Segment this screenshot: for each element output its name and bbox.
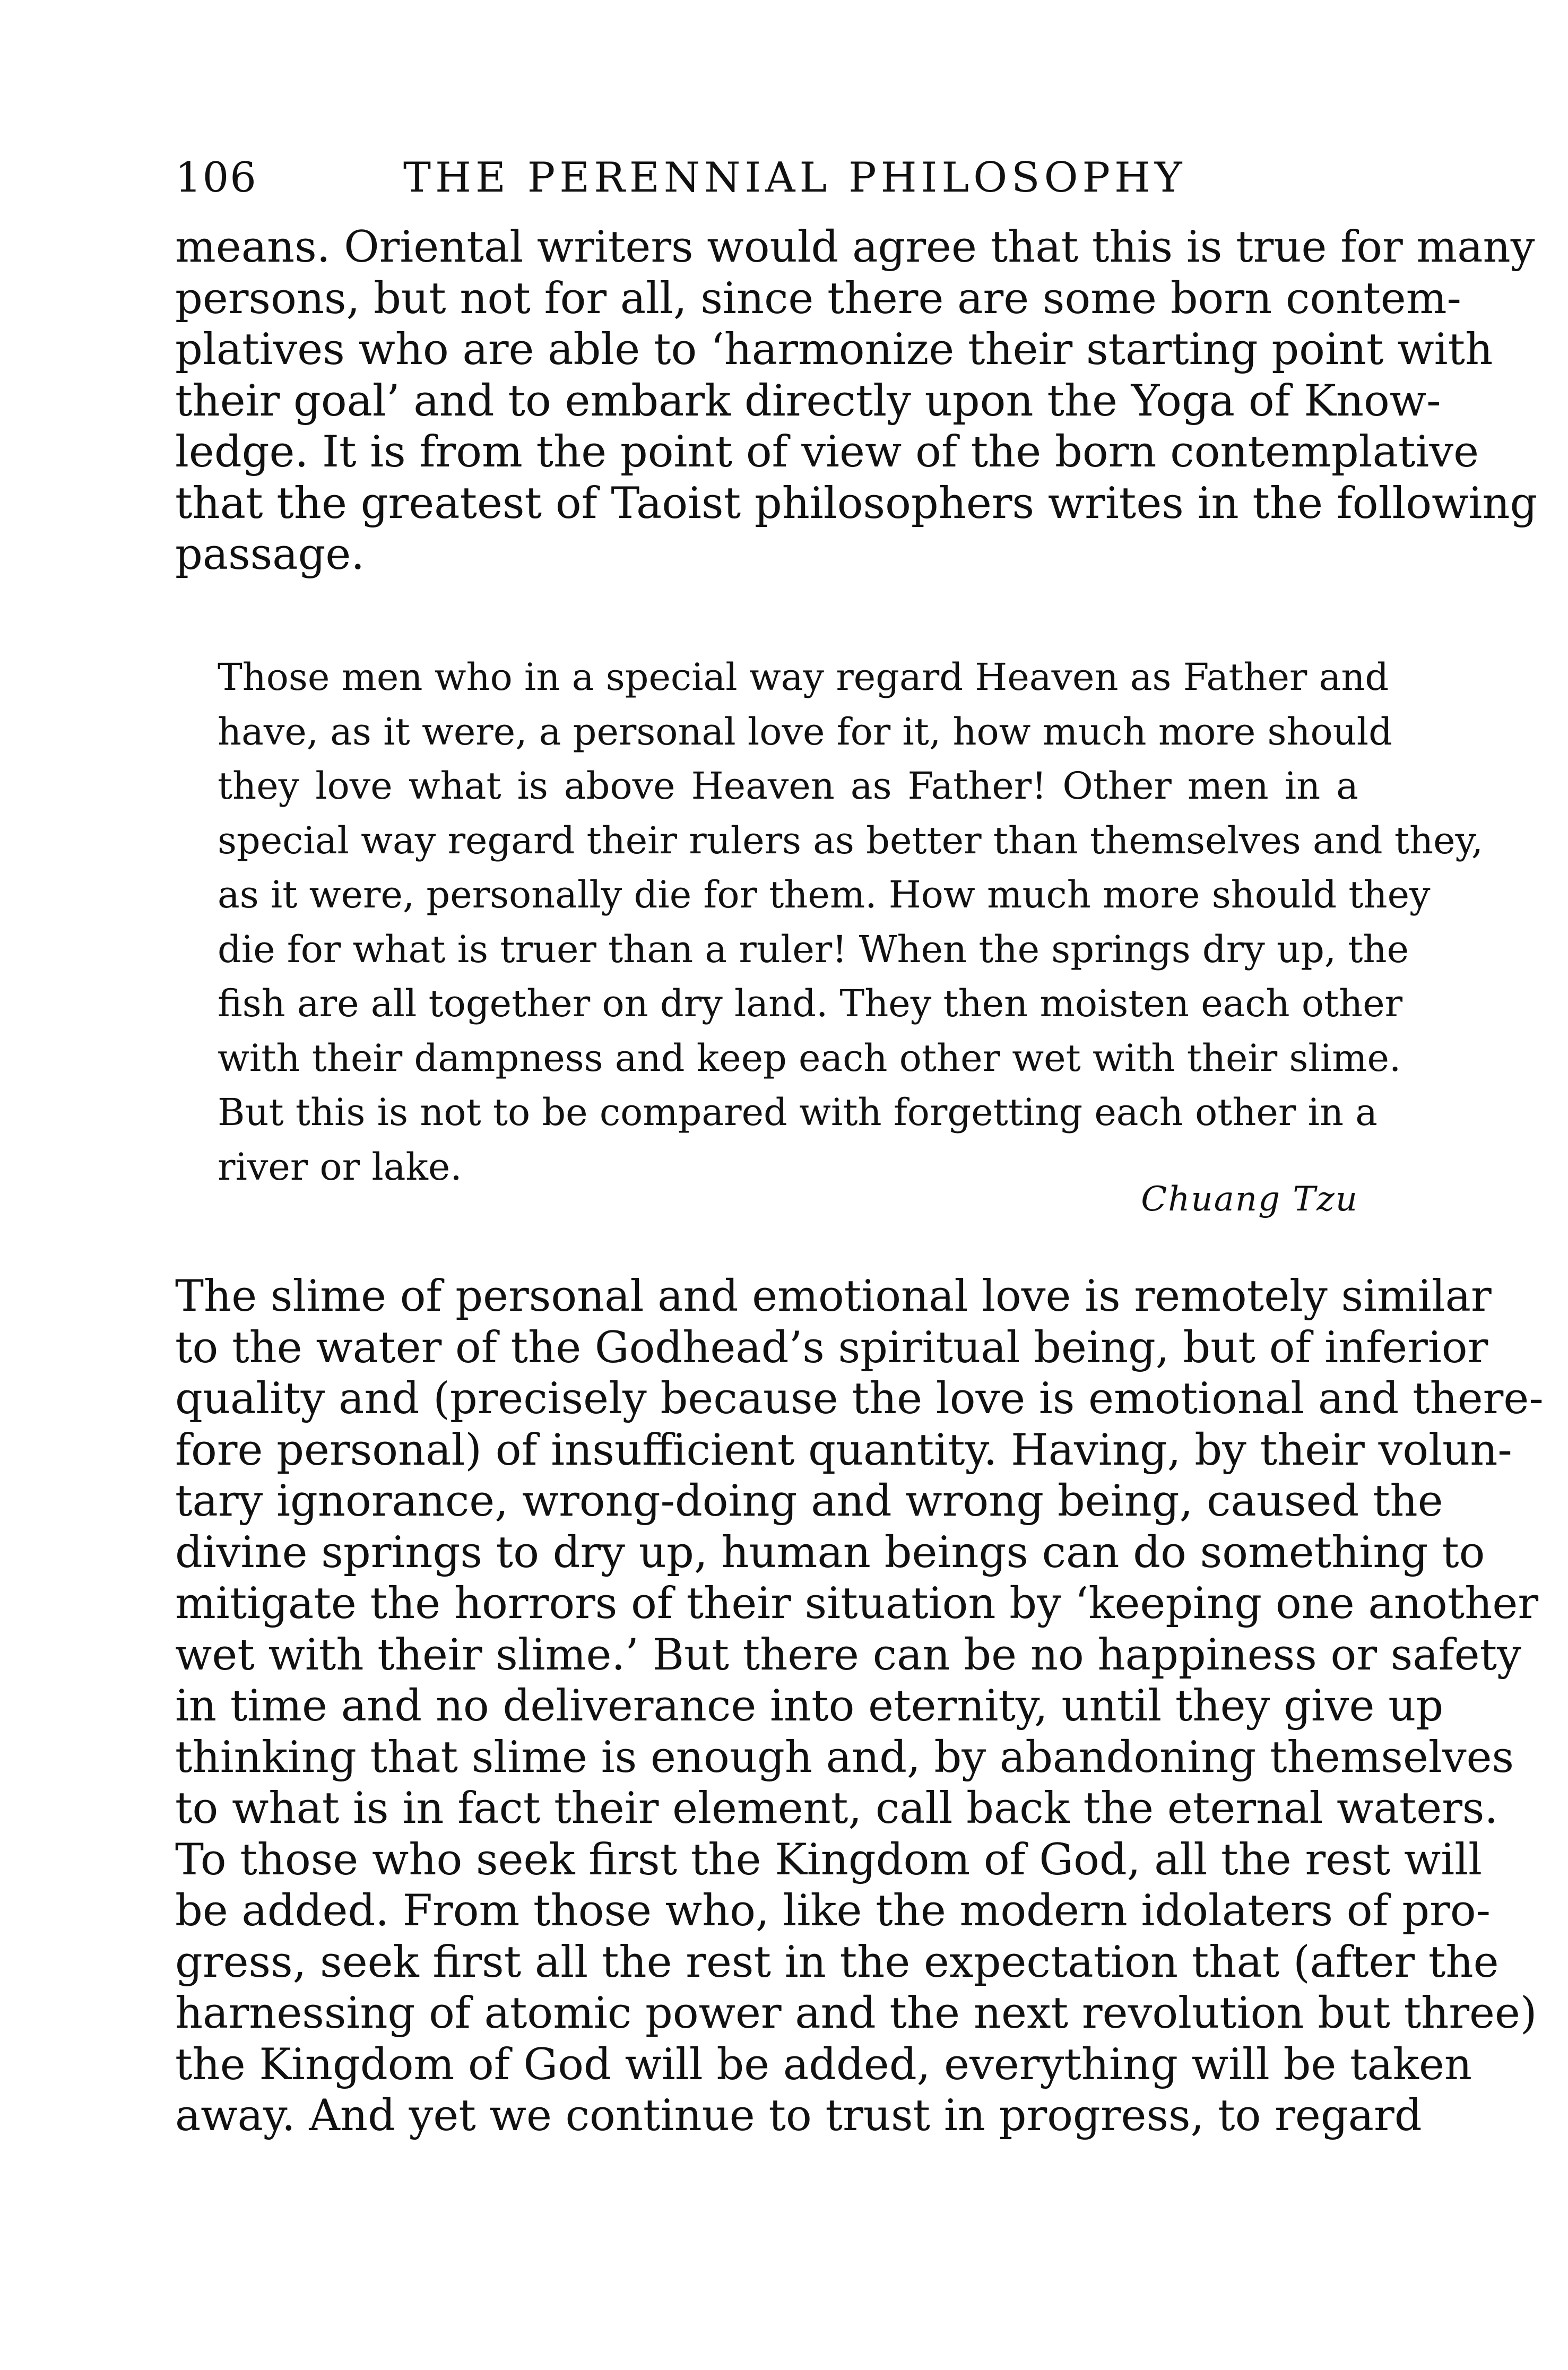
text-line: be added. From those who, like the modern idolaters of pro- xyxy=(175,1886,1491,1936)
quote-line: as it were, personally die for them. How much more should they xyxy=(218,873,1431,916)
running-title: THE PERENNIAL PHILOSOPHY xyxy=(403,154,1186,202)
text-line: harnessing of atomic power and the next revolution but three) xyxy=(175,1988,1537,2038)
quote-line: But this is not to be compared with forgetting each other in a xyxy=(218,1091,1378,1134)
text-line: the Kingdom of God will be added, everything will be taken xyxy=(175,2039,1472,2090)
page-header xyxy=(175,146,1396,210)
text-line: The slime of personal and emotional love is remotely similar xyxy=(175,1272,1492,1321)
quote-line: river or lake. xyxy=(218,1145,462,1189)
quote-line: Those men who in a special way regard Heaven as Father and xyxy=(218,655,1389,699)
quote-line: die for what is truer than a ruler! When the springs dry up, the xyxy=(218,927,1409,971)
text-line: their goal’ and to embark directly upon the Yoga of Know- xyxy=(175,376,1441,426)
text-line: mitigate the horrors of their situation by ‘keeping one another xyxy=(175,1579,1539,1629)
text-line: wet with their slime.’ But there can be no happiness or safety xyxy=(175,1630,1521,1680)
text-line: thinking that slime is enough and, by abandoning themselves xyxy=(175,1732,1514,1783)
text-line: away. And yet we continue to trust in progress, to regard xyxy=(175,2091,1422,2141)
text-line: persons, but not for all, since there are some born contem- xyxy=(175,273,1461,324)
text-line: that the greatest of Taoist philosophers writes in the following xyxy=(175,478,1538,529)
text-line: in time and no deliverance into eternity, until they give up xyxy=(175,1681,1444,1731)
quote-line: fish are all together on dry land. They then moisten each other xyxy=(218,982,1403,1025)
quote-attribution: Chuang Tzu xyxy=(1141,1180,1358,1219)
quote-line: they love what is above Heaven as Father! Other men in a xyxy=(218,764,1358,808)
quote-line: have, as it were, a personal love for it, how much more should xyxy=(218,710,1392,754)
opening-paragraph xyxy=(175,222,1538,581)
text-line: platives who are able to ‘harmonize their starting point with xyxy=(175,325,1493,375)
quote-line: special way regard their rulers as better than themselves and they, xyxy=(218,818,1483,862)
text-line: To those who seek first the Kingdom of God, all the rest will xyxy=(175,1835,1483,1885)
text-line: divine springs to dry up, human beings can do something to xyxy=(175,1527,1485,1578)
text-line: tary ignorance, wrong-doing and wrong being, caused the xyxy=(175,1476,1443,1526)
text-line: gress, seek first all the rest in the expectation that (after the xyxy=(175,1937,1499,1987)
quote-line: with their dampness and keep each other wet with their slime. xyxy=(218,1036,1401,1080)
text-line: fore personal) of insufficient quantity. Having, by their volun- xyxy=(175,1425,1512,1475)
main-paragraph xyxy=(175,1271,1544,2142)
text-line: quality and (precisely because the love is emotional and there- xyxy=(175,1374,1544,1424)
text-line: passage. xyxy=(175,530,365,579)
text-line: to what is in fact their element, call back the eternal waters. xyxy=(175,1784,1498,1833)
text-line: to the water of the Godhead’s spiritual being, but of inferior xyxy=(175,1322,1488,1373)
text-line: ledge. It is from the point of view of the born contemplative xyxy=(175,427,1479,477)
page-number: 106 xyxy=(175,154,257,202)
block-quote xyxy=(218,650,1483,1194)
text-line: means. Oriental writers would agree that this is true for many xyxy=(175,222,1535,272)
